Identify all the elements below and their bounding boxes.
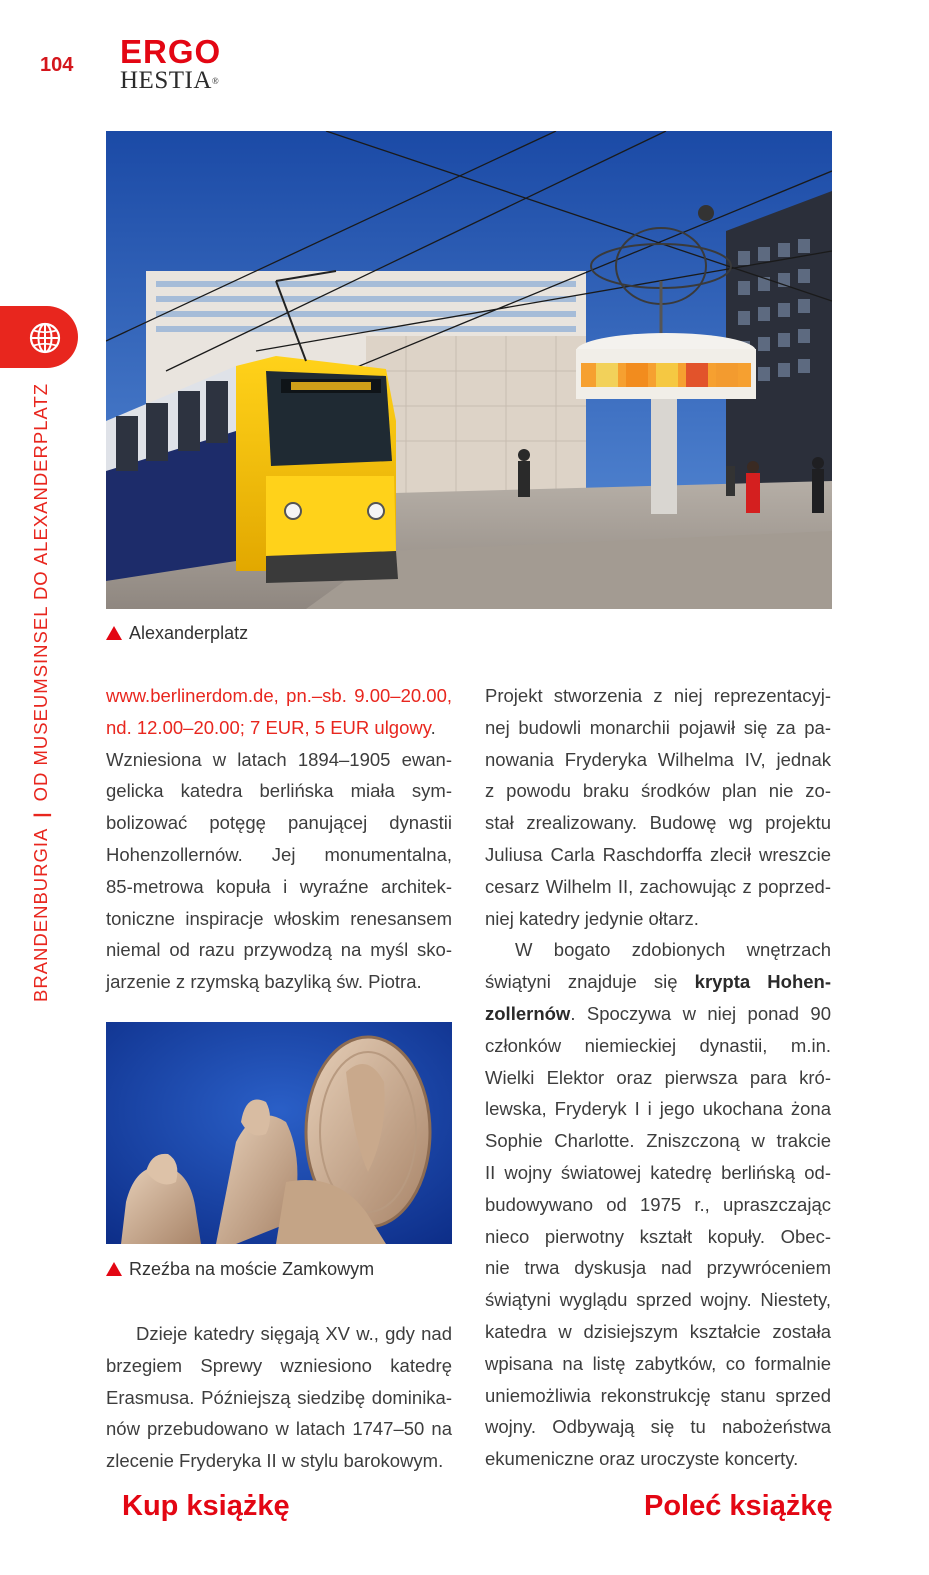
text-line: nie trwa dyskusja nad przywróceniem [485,1257,831,1279]
text-line [485,998,831,1030]
text-line: stał zrealizowany. Budowę wg projektu [485,812,831,834]
text-line: z powodu braku środków plan nie zo- [485,780,831,802]
text-line: świątyni wyglądu sprzed wojny. Niestety, [485,1289,831,1311]
alexanderplatz-photo [106,131,832,609]
text-line: członków niemieckiej dynastii, m.in. [485,1034,831,1056]
text-line: bolizować potęgę panującej dynastii [106,812,452,834]
text-line: Dzieje katedry sięgają XV w., gdy nad [136,1323,452,1344]
caption-triangle-icon [106,1262,122,1276]
text-line: Erasmusa. Późniejszą siedzibę dominika- [106,1386,452,1408]
text-line: II wojny światowej katedrę berlińską od- [485,1161,831,1183]
text-line: cesarz Wilhelm II, zachowując z poprzed- [485,875,831,897]
text-line: zlecenie Fryderyka II w stylu barokowym. [106,1450,444,1472]
text-line: wpisana na listę zabytków, co formalnie [485,1352,831,1374]
text-line: nów przebudowano w latach 1747–50 na [106,1418,452,1440]
text-line: Juliusa Carla Raschdorffa zlecił wreszcie [485,843,831,865]
left-column-top [106,680,452,998]
text-line: W bogato zdobionych wnętrzach [515,939,831,961]
chapter-title: OD MUSEUMSINSEL DO ALEXANDERPLATZ [30,382,51,802]
crypt-highlight: krypta Hohen- [694,971,831,993]
crypt-highlight-end: zollernów [485,1002,571,1024]
logo-hestia-text: HESTIA [120,67,212,94]
text-line: 85-metrowa kopuła i wyraźne architek- [106,875,452,897]
caption-statue [106,1259,374,1280]
text-line: Sophie Charlotte. Zniszczoną w trakcie [485,1130,831,1152]
text-line: nieco pierwotny kształt kopuły. Obec- [485,1225,831,1247]
caption-statue-text: Rzeźba na moście Zamkowym [129,1259,375,1279]
globe-icon [28,321,62,355]
chapter-separator: | [30,811,51,818]
text-line: ekumeniczne oraz uroczyste koncerty. [485,1448,799,1470]
text-line [485,966,831,998]
caption-triangle-icon [106,626,122,640]
page-number: 104 [40,54,74,76]
text-line: Projekt stworzenia z niej reprezentacyj- [485,685,831,706]
left-column-bottom [106,1318,452,1477]
logo-hestia [120,68,230,94]
text-line: niej katedry jedynie ołtarz. [485,907,699,929]
prices-dot: . [430,716,436,738]
ergo-hestia-logo [120,33,230,96]
website-hours-line: www.berlinerdom.de, pn.–sb. 9.00–20.00, [106,685,452,706]
caption-alexanderplatz [106,623,248,644]
text-line: brzegiem Sprewy wzniesiono katedrę [106,1354,452,1376]
text-line: nej budowli monarchii pojawił się za pa- [485,716,831,738]
text-line: toniczne inspiracje włoskim renesansem [106,907,452,929]
text-line: katedra w dzisiejszym kształcie została [485,1320,831,1342]
text-line: niemal od razu przywodzą na myśl sko- [106,939,452,961]
text-line: wojny. Odbywają się tu nabożeństwa [485,1416,831,1438]
text-line: nowania Fryderyka Wilhelma IV, jednak [485,748,831,770]
text-line: uniemożliwia rekonstrukcję stanu sprzed [485,1384,831,1406]
text-fragment: . Spoczywa w niej ponad 90 [570,1002,831,1024]
text-line: budowywano od 1975 r., upraszczając [485,1193,831,1215]
text-line: gelicka katedra berlińska miała sym- [106,780,452,802]
text-line [106,712,452,744]
right-column [485,680,831,1475]
text-fragment: świątyni znajduje się [485,971,695,993]
text-line: Hohenzollernów. Jej monumentalna, [106,843,452,865]
prices-line: nd. 12.00–20.00; 7 EUR, 5 EUR ulgowy [106,716,431,738]
text-line: lewska, Fryderyk I i jego ukochana żona [485,1098,831,1120]
text-line: Wielki Elektor oraz pierwsza para kró- [485,1066,831,1088]
section-tab [0,306,78,368]
chapter-region: BRANDENBURGIA [30,827,51,1002]
chapter-side-label [30,382,52,1002]
buy-book-link[interactable]: Kup książkę [122,1490,290,1522]
recommend-book-link[interactable]: Poleć książkę [644,1490,833,1522]
text-line: jarzenie z rzymską bazyliką św. Piotra. [106,971,422,993]
logo-reg-mark: ® [211,76,220,86]
logo-ergo: ERGO [120,33,222,70]
caption-alexanderplatz-text: Alexanderplatz [129,623,249,643]
text-line: Wzniesiona w latach 1894–1905 ewan- [106,748,452,770]
statue-photo [106,1022,452,1244]
